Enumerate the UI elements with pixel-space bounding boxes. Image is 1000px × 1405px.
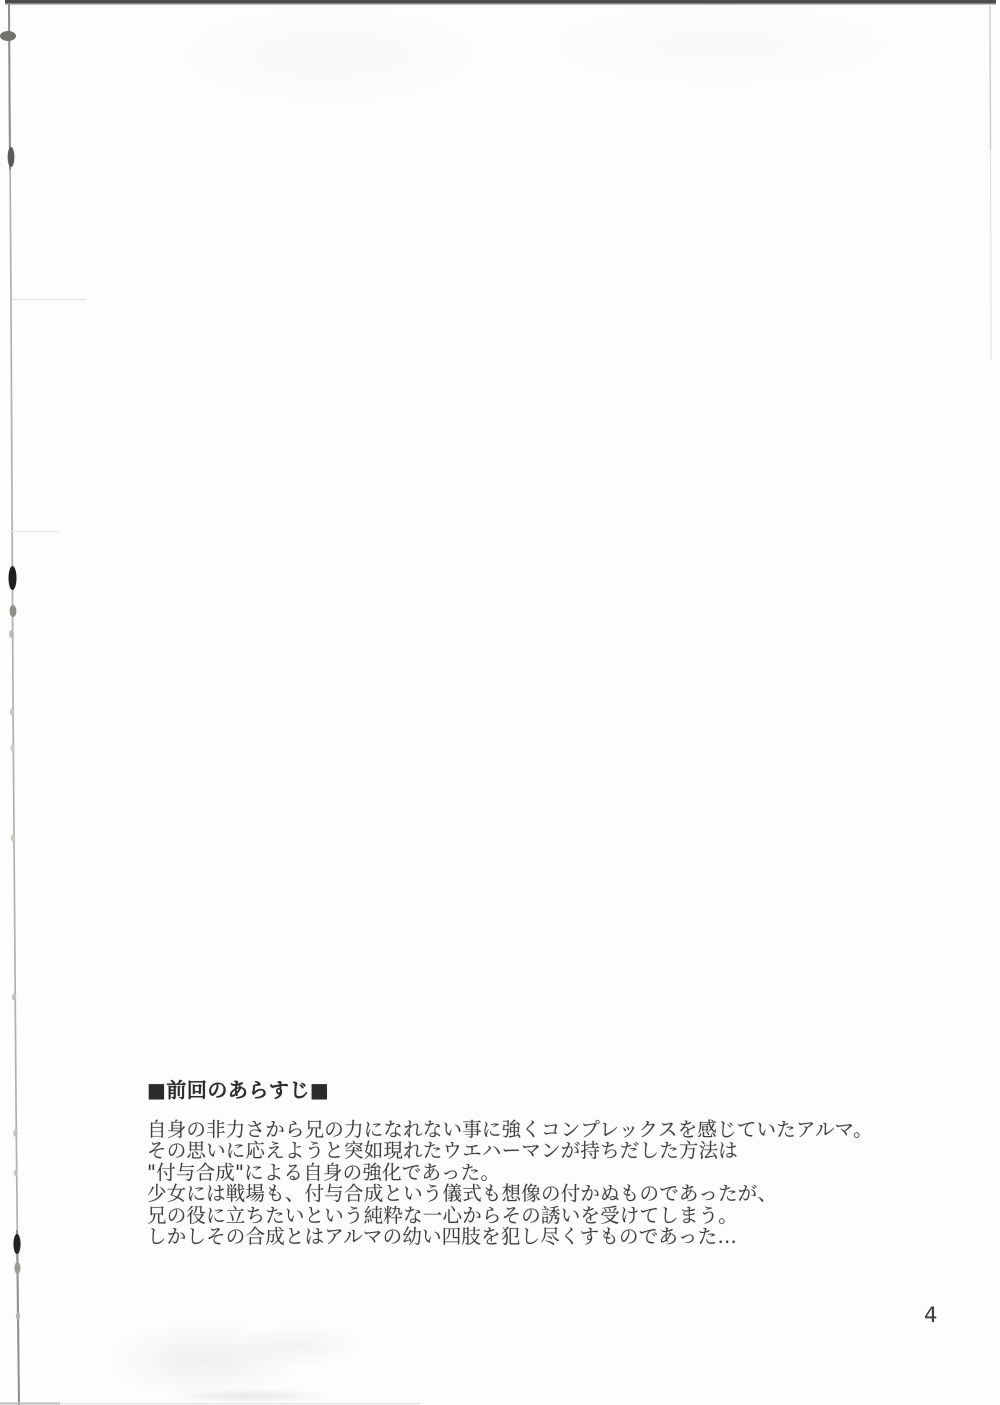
synopsis-line: 自身の非力さから兄の力になれない事に強くコンプレックスを感じていたアルマ。 bbox=[147, 1118, 873, 1141]
scan-top-edge-line bbox=[5, 0, 996, 4]
synopsis-line: しかしその合成とはアルマの幼い四肢を犯し尽くすものであった… bbox=[147, 1225, 738, 1249]
synopsis-line: "付与合成"による自身の強化であった。 bbox=[147, 1160, 501, 1184]
scan-top-edge-shadow bbox=[5, 4, 996, 5]
synopsis-block bbox=[147, 1080, 937, 1247]
synopsis-line: 兄の役に立ちたいという純粋な一心からその誘いを受けてしまう。 bbox=[147, 1203, 739, 1227]
edge-speck bbox=[13, 1129, 17, 1137]
scan-bottom-edge-fade bbox=[60, 1403, 420, 1405]
binding-mark-middle-gray bbox=[10, 605, 17, 617]
edge-speck bbox=[11, 745, 15, 752]
crease-hairline bbox=[12, 299, 86, 300]
synopsis-line: 少女には戦場も、付与合成という儀式も想像の付かぬものであったが、 bbox=[147, 1182, 778, 1206]
scan-left-edge-line bbox=[9, 3, 19, 1405]
binding-mark-upper bbox=[8, 147, 15, 167]
page-number: 4 bbox=[924, 1303, 938, 1327]
synopsis-body bbox=[147, 1119, 937, 1247]
synopsis-heading: ■前回のあらすじ■ bbox=[147, 1078, 330, 1102]
scan-right-edge-fade bbox=[991, 150, 992, 360]
edge-speck bbox=[11, 834, 15, 841]
edge-speck bbox=[14, 1170, 18, 1177]
scan-right-edge-line bbox=[990, 6, 991, 150]
scan-left-edge-dark-segment bbox=[9, 3, 10, 170]
binding-knob-mark bbox=[0, 31, 16, 41]
edge-speck bbox=[10, 708, 14, 715]
binding-mark-lower-gray bbox=[15, 1262, 21, 1274]
edge-speck bbox=[12, 993, 16, 1000]
synopsis-line: その思いに応えようと突如現れたウエハーマンが持ちだした方法は bbox=[147, 1139, 739, 1163]
scan-left-edge-bottom-segment bbox=[17, 1230, 19, 1405]
edge-speck bbox=[16, 1312, 20, 1320]
scan-bottom-edge-dark bbox=[0, 1403, 60, 1405]
edge-speck bbox=[9, 630, 14, 638]
crease-hairline bbox=[11, 531, 59, 532]
binding-mark-middle-dark bbox=[9, 566, 17, 590]
binding-mark-lower-dark bbox=[13, 1234, 20, 1254]
